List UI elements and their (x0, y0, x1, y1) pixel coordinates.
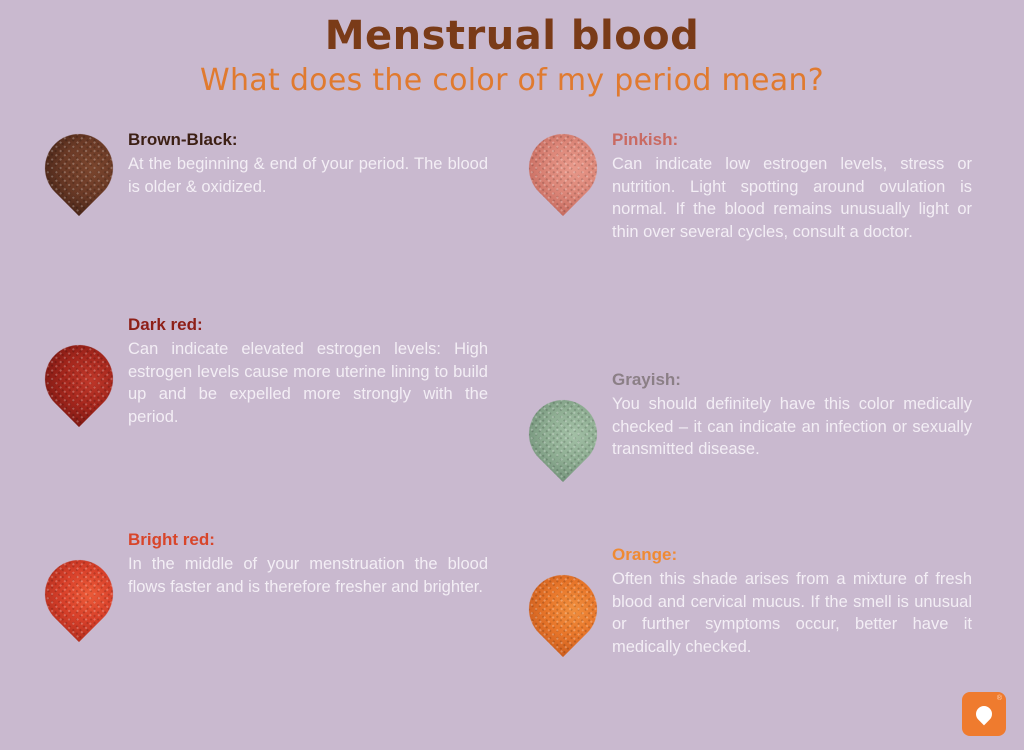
drop-wrap (24, 530, 134, 710)
entry-dark-red (24, 315, 494, 530)
entry-body: Often this shade arises from a mixture of fresh blood and cervical mucus. If the smell is unusual or further symptoms occur, better have it medically checked. (612, 570, 972, 656)
brown-black-blood-drop (31, 120, 127, 216)
entry-orange (508, 545, 978, 735)
registered-mark: ® (996, 695, 1002, 702)
pinkish-blood-drop (515, 120, 611, 216)
text-cell (612, 130, 978, 243)
drop-cell (508, 370, 618, 550)
drop-wrap (24, 130, 134, 284)
drop-cell (508, 545, 618, 725)
orange-blood-drop (515, 561, 611, 657)
entry-grayish (508, 370, 978, 545)
text-cell (128, 315, 494, 428)
header (0, 14, 1024, 97)
grayish-blood-drop (515, 386, 611, 482)
entry-body: Can indicate elevated estrogen levels: High estrogen levels cause more uterine lining to build up and be expelled more strongly with the period. (128, 340, 488, 426)
entry-body: Can indicate low estrogen levels, stress or nutrition. Light spotting around ovulation is normal. If the blood remains unusually light or thin over several cycles, consult a doctor. (612, 155, 972, 241)
logo-drop-icon (973, 703, 996, 726)
entry-title: Dark red: (128, 315, 203, 334)
entry-title: Bright red: (128, 530, 215, 549)
entry-title: Pinkish: (612, 130, 679, 149)
text-cell (612, 545, 978, 658)
entry-title: Brown-Black: (128, 130, 238, 149)
text-cell (612, 370, 978, 461)
entry-body: At the beginning & end of your period. The blood is older & oxidized. (128, 155, 488, 196)
drop-wrap (508, 545, 618, 725)
entry-title: Grayish: (612, 370, 681, 389)
drop-cell (24, 530, 134, 710)
page-subtitle: What does the color of my period mean? (199, 63, 825, 98)
page-title: Menstrual blood (324, 13, 700, 59)
text-cell (128, 530, 494, 598)
entry-body: You should definitely have this color medically checked – it can indicate an infection or sexually transmitted disease. (612, 395, 972, 459)
entry-pinkish (508, 130, 978, 370)
entry-bright-red (24, 530, 494, 700)
brand-logo (962, 692, 1006, 736)
left-column (24, 130, 494, 700)
drop-cell (508, 130, 618, 284)
text-cell (128, 130, 494, 198)
drop-wrap (508, 130, 618, 284)
right-column (508, 130, 978, 735)
dark-red-blood-drop (31, 331, 127, 427)
entry-brown-black (24, 130, 494, 315)
drop-wrap (508, 370, 618, 550)
entry-body: In the middle of your menstruation the blood flows faster and is therefore fresher and brighter. (128, 555, 488, 596)
bright-red-blood-drop (31, 546, 127, 642)
drop-wrap (24, 315, 134, 495)
drop-cell (24, 315, 134, 495)
drop-cell (24, 130, 134, 284)
entry-title: Orange: (612, 545, 678, 564)
